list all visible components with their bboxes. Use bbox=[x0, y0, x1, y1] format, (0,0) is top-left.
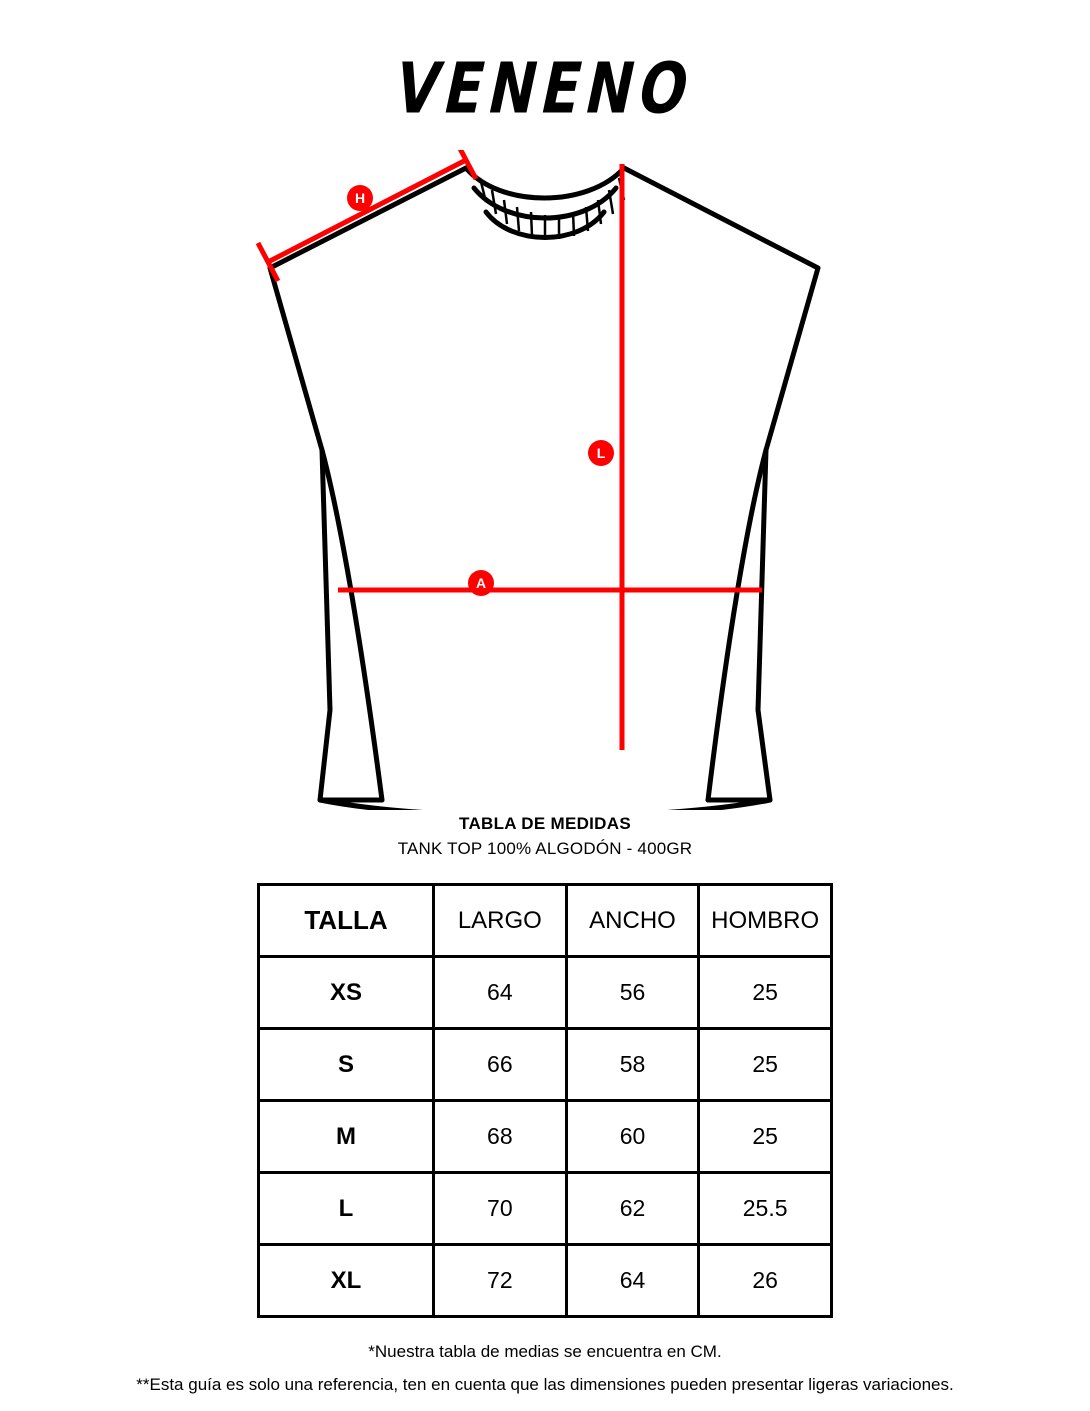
garment-diagram bbox=[0, 150, 1090, 810]
cell-ancho: 58 bbox=[566, 1029, 699, 1101]
cell-largo: 68 bbox=[434, 1101, 567, 1173]
shoulder-measure-line bbox=[268, 160, 466, 262]
cell-largo: 72 bbox=[434, 1245, 567, 1317]
label-width bbox=[468, 570, 494, 596]
footnote-disclaimer: **Esta guía es solo una referencia, ten en cuenta que las dimensiones pueden presentar ligeras variaciones. bbox=[136, 1374, 954, 1394]
column-header-talla: TALLA bbox=[259, 885, 434, 957]
cell-talla: XS bbox=[259, 957, 434, 1029]
svg-text:A: A bbox=[475, 575, 487, 591]
column-header-largo: LARGO bbox=[434, 885, 567, 957]
cell-ancho: 56 bbox=[566, 957, 699, 1029]
table-heading bbox=[0, 812, 1090, 861]
garment-svg bbox=[0, 150, 1090, 810]
garment-outline bbox=[270, 168, 818, 810]
svg-text:H: H bbox=[354, 190, 366, 206]
cell-talla: XL bbox=[259, 1245, 434, 1317]
table-row bbox=[259, 1029, 832, 1101]
svg-text:L: L bbox=[596, 445, 606, 461]
cell-talla: L bbox=[259, 1173, 434, 1245]
table-row bbox=[259, 957, 832, 1029]
footnotes bbox=[0, 1336, 1090, 1401]
cell-largo: 64 bbox=[434, 957, 567, 1029]
cell-talla: M bbox=[259, 1101, 434, 1173]
cell-ancho: 60 bbox=[566, 1101, 699, 1173]
cell-hombro: 25 bbox=[699, 1029, 832, 1101]
column-header-ancho: ANCHO bbox=[566, 885, 699, 957]
cell-hombro: 25.5 bbox=[699, 1173, 832, 1245]
size-table-container bbox=[257, 883, 833, 1318]
label-shoulder bbox=[347, 185, 373, 211]
table-row bbox=[259, 1101, 832, 1173]
cell-talla: S bbox=[259, 1029, 434, 1101]
footnote-units: *Nuestra tabla de medias se encuentra en CM. bbox=[368, 1342, 722, 1362]
table-subtitle: TANK TOP 100% ALGODÓN - 400GR bbox=[397, 838, 693, 858]
table-row bbox=[259, 1173, 832, 1245]
cell-hombro: 26 bbox=[699, 1245, 832, 1317]
brand-logo-text: VENENO bbox=[387, 48, 703, 130]
brand-header bbox=[0, 0, 1090, 132]
column-header-hombro: HOMBRO bbox=[699, 885, 832, 957]
cell-hombro: 25 bbox=[699, 957, 832, 1029]
size-table bbox=[257, 883, 833, 1318]
cell-largo: 70 bbox=[434, 1173, 567, 1245]
cell-largo: 66 bbox=[434, 1029, 567, 1101]
table-header-row bbox=[259, 885, 832, 957]
cell-ancho: 64 bbox=[566, 1245, 699, 1317]
table-title: TABLA DE MEDIDAS bbox=[459, 814, 631, 833]
table-row bbox=[259, 1245, 832, 1317]
label-length bbox=[588, 440, 614, 466]
measurement-lines bbox=[258, 150, 762, 750]
cell-hombro: 25 bbox=[699, 1101, 832, 1173]
cell-ancho: 62 bbox=[566, 1173, 699, 1245]
